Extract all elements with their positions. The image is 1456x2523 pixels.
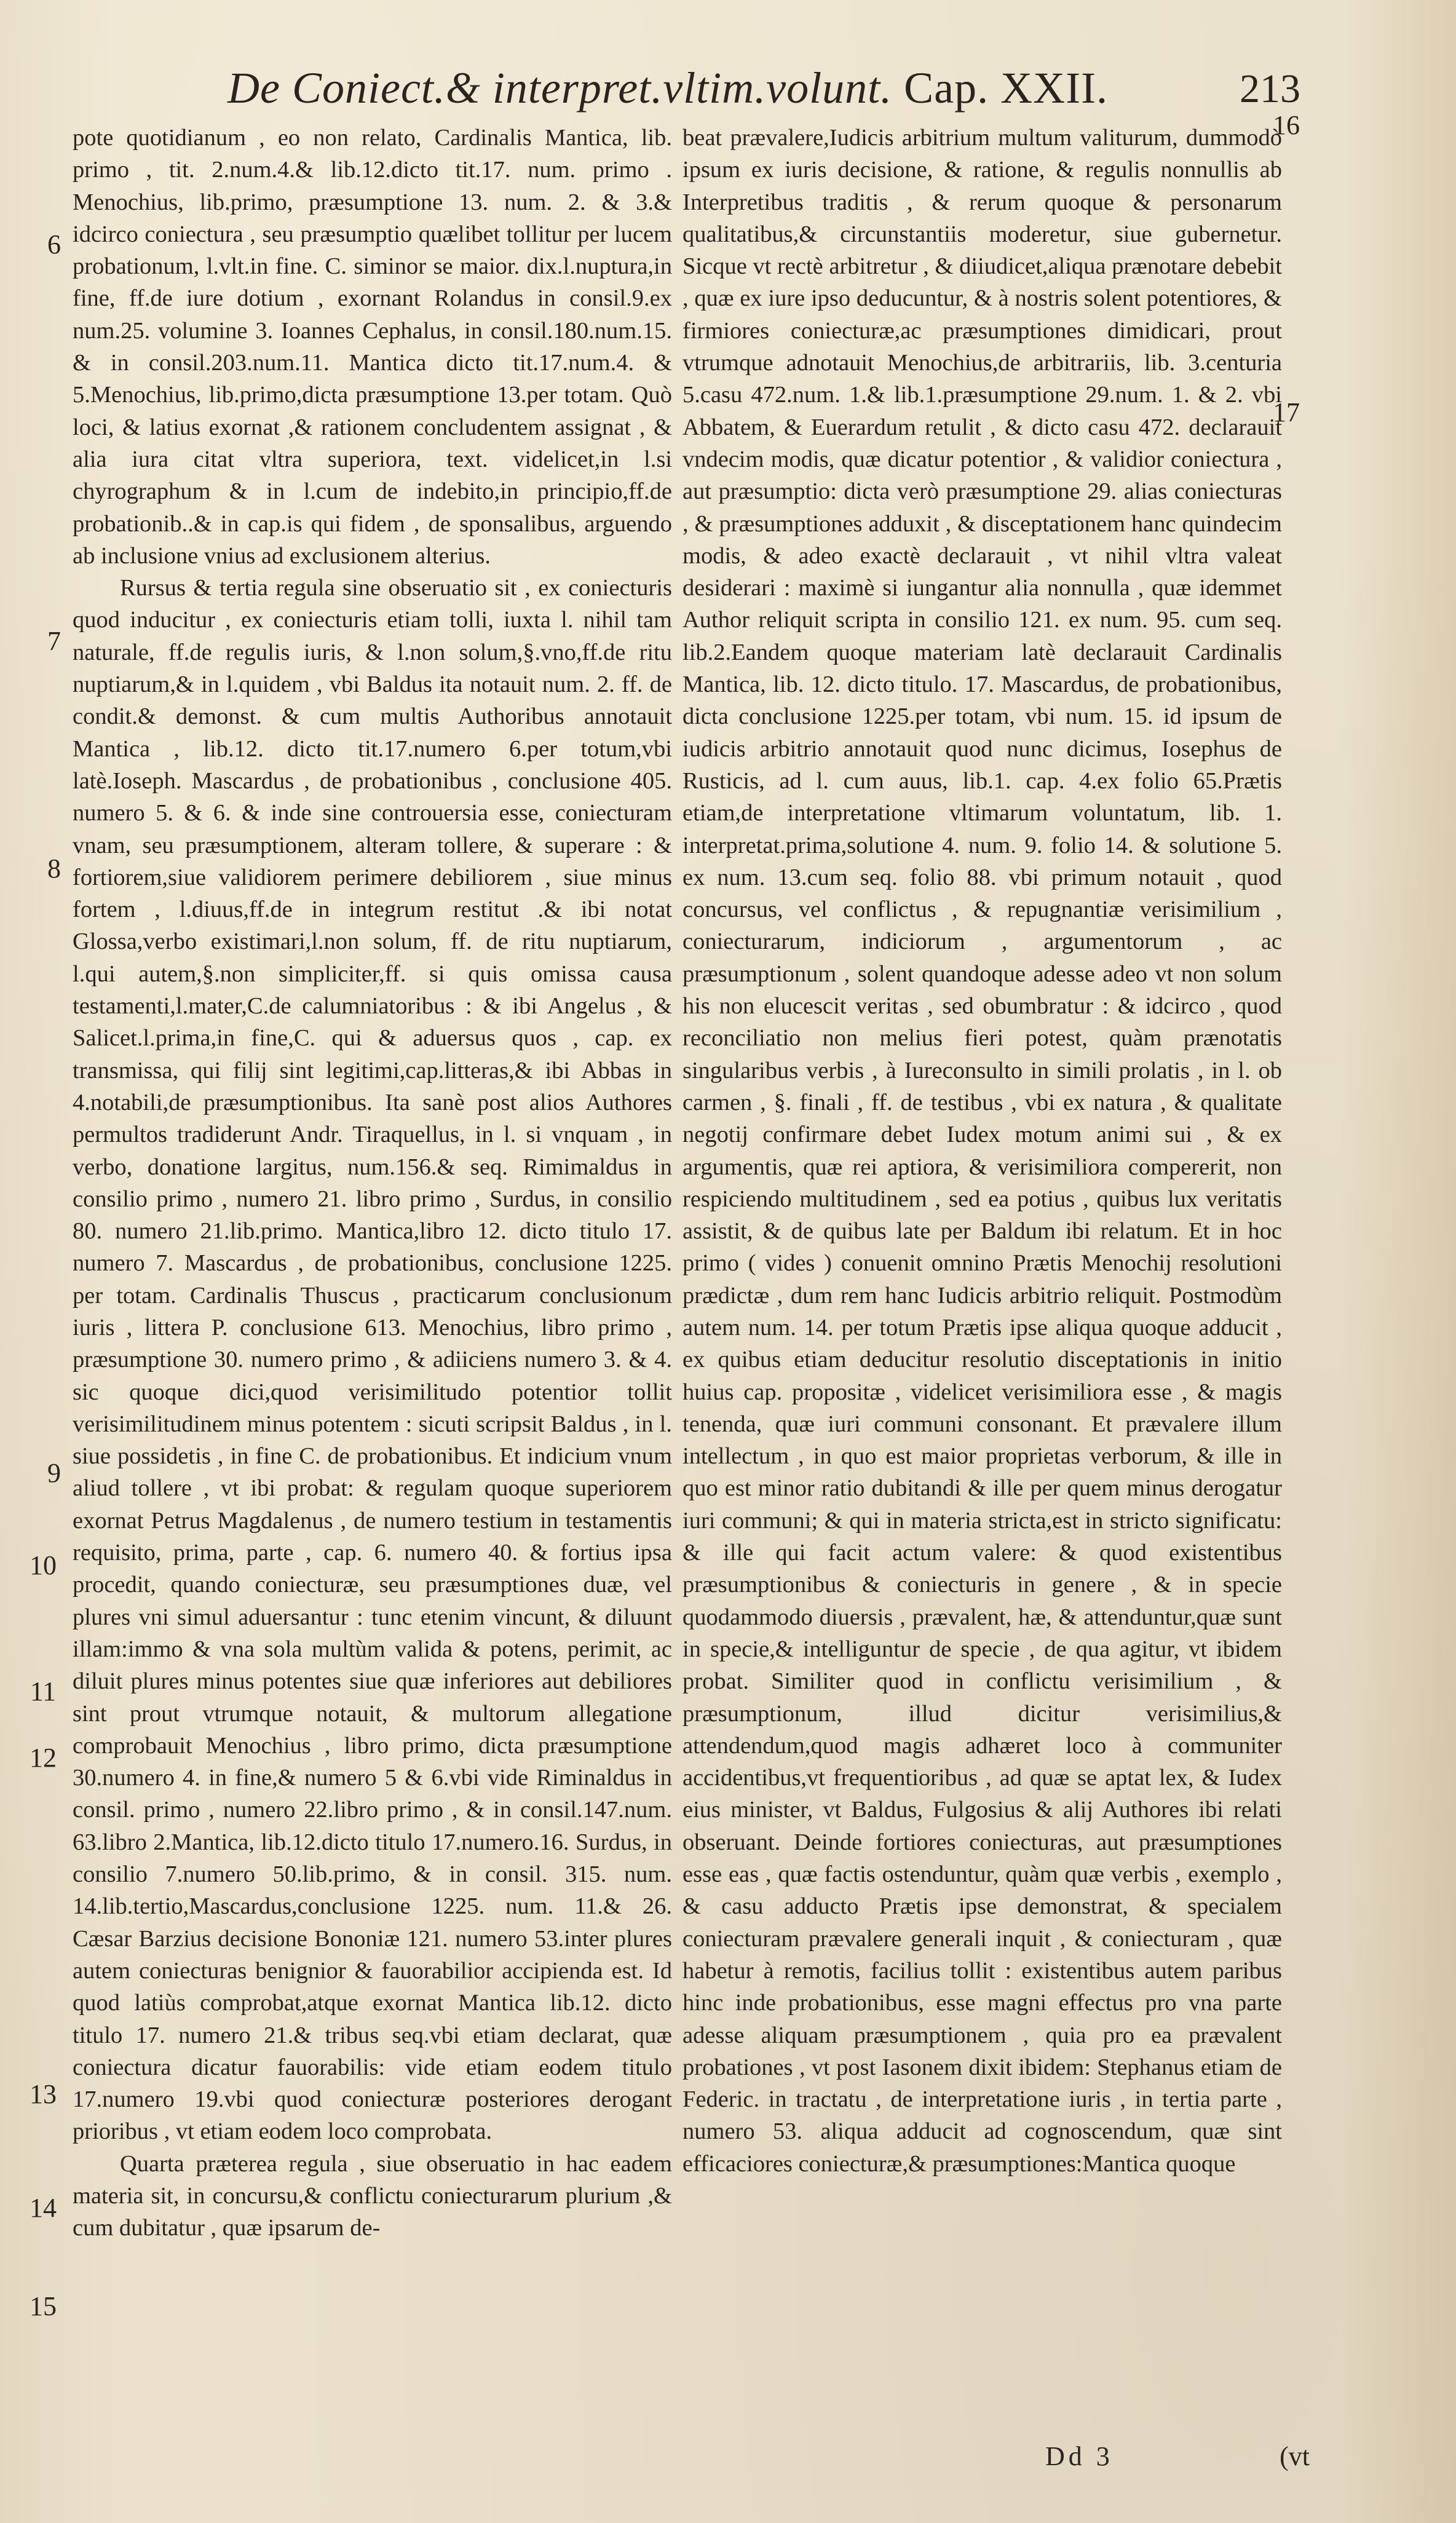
left-column [73,122,672,2244]
margin-number: 9 [47,1458,61,1488]
margin-number: 11 [30,1676,57,1706]
margin-number: 6 [47,229,61,259]
right-column [682,122,1282,2180]
margin-number: 10 [30,1550,57,1580]
margin-number: 12 [30,1743,57,1773]
signature-mark: Dd 3 [1045,2441,1114,2471]
running-title: De Coniect.& interpret.vltim.volunt. [228,63,893,113]
margin-number: 17 [1273,397,1300,427]
running-header [228,54,1347,122]
margin-number: 16 [1273,110,1300,140]
margin-number: 7 [47,626,61,656]
chapter-label: Cap. XXII. [904,63,1109,113]
paragraph: beat prævalere,Iudicis arbitrium multum valiturum, dummodò ipsum ex iuris decisione, & ratione, & regulis nonnullis ab Interpretibus traditis , & rerum quoque & personarum qualitatibus,& circunstantiis moderetur, siue gubernetur. Sicque vt rectè arbitretur , & diiudicet,aliqua prænotare debebit , quæ ex iure ipso deducuntur, & à nostris solent potentiores, & firmiores coniecturæ,ac præsumptiones dimidicari, prout vtrumque adnotauit Menochius,de arbitrariis, lib. 3.centuria 5.casu 472.num. 1.& lib.1.præsumptione 29.num. 1. & 2. vbi Abbatem, & Euerardum retulit , & dicto casu 472. declarauit vndecim modis, quæ dicatur potentior , & validior coniectura , aut præsumptio: dicta verò præsumptione 29. alias coniecturas , & præsumptiones adduxit , & disceptationem hanc quindecim modis, & adeo exactè declarauit , vt nihil vltra valeat desiderari : maximè si iungantur alia nonnulla , quæ idemmet Author reliquit scripta in consilio 121. ex num. 95. cum seq. lib.2.Eandem quoque materiam latè declarauit Cardinalis Mantica, lib. 12. dicto titulo. 17. Mascardus, de probationibus, dicta conclusione 1225.per totam, vbi num. 15. id ipsum de iudicis arbitrio annotauit quod nunc dicimus, Iosephus de Rusticis, ad l. cum auus, lib.1. cap. 4.ex folio 65.Prætis etiam,de interpretatione vltimarum voluntatum, lib. 1. interpretat.prima,solutione 4. num. 9. folio 14. & solutione 5. ex num. 13.cum seq. folio 88. vbi primum notauit , quod concursus, vel conflictus , & repugnantiæ verisimilium , coniecturarum, indiciorum , argumentorum , ac præsumptionum , solent quandoque adesse adeo vt non solum his non elucescit veritas , sed obumbratur : & idcirco , quod reconciliatio non melius fieri potest, quàm prænotatis singularibus verbis , à Iureconsulto in simili prolatis , in l. ob carmen , §. finali , ff. de testibus , vbi ex natura , & qualitate negotij confirmare debet Iudex motum animi sui , & ex argumentis, quæ rei aptiora, & verisimiliora compererit, non respiciendo multitudinem , sed ea potius , quibus lux veritatis assistit, & de quibus late per Baldum ibi relatum. Et in hoc primo ( vides ) conuenit omnino Prætis Menochij resolutioni prædictæ , dum rem hanc Iudicis arbitrio reliquit. Postmodùm autem num. 14. per totum Prætis ipse aliqua quoque adducit , ex quibus etiam deducitur resolutio disceptationis in initio huius cap. propositæ , videlicet verisimiliora esse , & magis tenenda, quæ iuri communi consonant. Et prævalere illum intellectum , in quo est maior proprietas verborum, & ille in quo est minor ratio dubitandi & ille per quem minus derogatur iuri communi; & qui in materia stricta,est in stricto significatu: & ille qui facit actum valere: & quod existentibus præsumptionibus & coniecturis in genere , & in specie quodammodo diuersis , prævalent, hæ, & attenduntur,quæ sunt in specie,& intelliguntur de specie , de qua agitur, vt ibidem probat. Similiter quod in conflictu verisimilium , & præsumptionum, illud dicitur verisimilius,& attendendum,quod magis adhæret loco à communiter accidentibus,vt frequentioribus , ad quæ se aptat lex, & Iudex eius minister, vt Baldus, Fulgosius & alij Authores ibi relati obseruant. Deinde fortiores coniecturas, aut præsumptiones esse eas , quæ factis ostenduntur, quàm quæ verbis , exemplo , & casu adducto Prætis ipse demonstrat, & specialem coniecturam prævalere generali inquit , & coniecturam , quæ habetur à remotis, facilius tollit : existentibus autem paribus hinc inde probationibus, esse magni effectus pro vna parte adesse aliquam præsumptionem , quia pro ea prævalent probationes , vt post Iasonem dixit ibidem: Stephanus etiam de Federic. in tractatu , de interpretatione iuris , in tertia parte , numero 53. aliqua adducit ad cognoscendum, quæ sint efficaciores coniecturæ,& præsumptiones:Mantica quoque [682,125,1282,2177]
margin-number: 13 [30,2079,57,2109]
paragraph: Quarta præterea regula , siue obseruatio in hac eadem materia sit, in concursu,& conflictu coniecturarum plurium ,& cum dubitatur , quæ ipsarum de- [73,2150,672,2241]
catchword: (vt [1280,2441,1310,2471]
margin-number: 15 [30,2291,57,2321]
margin-number: 14 [30,2193,57,2223]
margin-number: 8 [47,854,61,884]
page-footer [1045,2438,1310,2475]
page-number: 213 [1240,66,1300,111]
paragraph: Rursus & tertia regula sine obseruatio sit , ex coniecturis quod inducitur , ex coniecturis etiam tolli, iuxta l. nihil tam naturale, ff.de regulis iuris, & l.non solum,§.vno,ff.de ritu nuptiarum,& in l.quidem , vbi Baldus ita notauit num. 2. ff. de condit.& demonst. & cum multis Authoribus annotauit Mantica , lib.12. dicto tit.17.numero 6.per totum,vbi latè.Ioseph. Mascardus , de probationibus , conclusione 405. numero 5. & 6. & inde sine controuersia esse, coniecturam vnam, seu præsumptionem, alteram tollere, & superare : & fortiorem,siue validiorem perimere debiliorem , siue minus fortem , l.diuus,ff.de in integrum restitut .& ibi notat Glossa,verbo existimari,l.non solum, ff. de ritu nuptiarum, l.qui autem,§.non simpliciter,ff. si quis omissa causa testamenti,l.mater,C.de calumniatoribus : & ibi Angelus , & Salicet.l.prima,in fine,C. qui & aduersus quos , cap. ex transmissa, qui filij sint legitimi,cap.litteras,& ibi Abbas in 4.notabili,de præsumptionibus. Ita sanè post alios Authores permultos tradiderunt Andr. Tiraquellus, in l. si vnquam , in verbo, donatione largitus, num.156.& seq. Rimimaldus in consilio primo , numero 21. libro primo , Surdus, in consilio 80. numero 21.lib.primo. Mantica,libro 12. dicto titulo 17. numero 7. Mascardus , de probationibus, conclusione 1225. per totam. Cardinalis Thuscus , practicarum conclusionum iuris , littera P. conclusione 613. Menochius, libro primo , præsumptione 30. numero primo , & adiiciens numero 3. & 4. sic quoque dici,quod verisimilitudo potentior tollit verisimilitudinem minus potentem : sicuti scripsit Baldus , in l. siue possidetis , in fine C. de probationibus. Et indicium vnum aliud tollere , vt ibi probat: & regulam quoque superiorem exornat Petrus Magdalenus , de numero testium in testamentis requisito, prima, parte , cap. 6. numero 40. & fortius ipsa procedit, quando coniecturæ, seu præsumptiones duæ, vel plures vni simul aduersantur : tunc etenim vincunt, & diluunt illam:immo & vna sola multùm valida & potens, perimit, ac diluit plures minus potentes siue quæ inferiores aut debiliores sint prout vtrumque notauit, & multorum allegatione comprobauit Menochius , libro primo, dicta præsumptione 30.numero 4. in fine,& numero 5 & 6.vbi vide Riminaldus in consil. primo , numero 22.libro primo , & in consil.147.num. 63.libro 2.Mantica, lib.12.dicto titulo 17.numero.16. Surdus, in consilio 7.numero 50.lib.primo, & in consil. 315. num. 14.lib.tertio,Mascardus,conclusione 1225. num. 11.& 26. Cæsar Barzius decisione Bononiæ 121. numero 53.inter plures autem coniecturas benignior & fauorabilior accipienda est. Id quod latiùs comprobat,atque exornat Mantica lib.12. dicto titulo 17. numero 21.& tribus seq.vbi etiam declarat, quæ coniectura dicatur fauorabilis: vide etiam eodem titulo 17.numero 19.vbi quod coniecturæ posteriores derogant prioribus , vt etiam eodem loco comprobata. [73,575,672,2145]
paragraph: pote quotidianum , eo non relato, Cardinalis Mantica, lib. primo , tit. 2.num.4.& lib.12.dicto tit.17. num. primo . Menochius, lib.primo, præsumptione 13. num. 2. & 3.& idcirco coniectura , seu præsumptio quælibet tollitur per lucem probationum, l.vlt.in fine. C. siminor se maior. dix.l.nuptura,in fine, ff.de iure dotium , exornant Rolandus in consil.9.ex num.25. volumine 3. Ioannes Cephalus, in consil.180.num.15. & in consil.203.num.11. Mantica dicto tit.17.num.4. & 5.Menochius, lib.primo,dicta præsumptione 13.per totam. Quò loci, & latius exornat ,& rationem concludentem assignat , & alia iura citat vltra superiora, text. videlicet,in l.si chyrographum & in l.cum de indebito,in principio,ff.de probationib..& in cap.is qui fidem , de sponsalibus, arguendo ab inclusione vnius ad exclusionem alterius. [73,125,672,569]
